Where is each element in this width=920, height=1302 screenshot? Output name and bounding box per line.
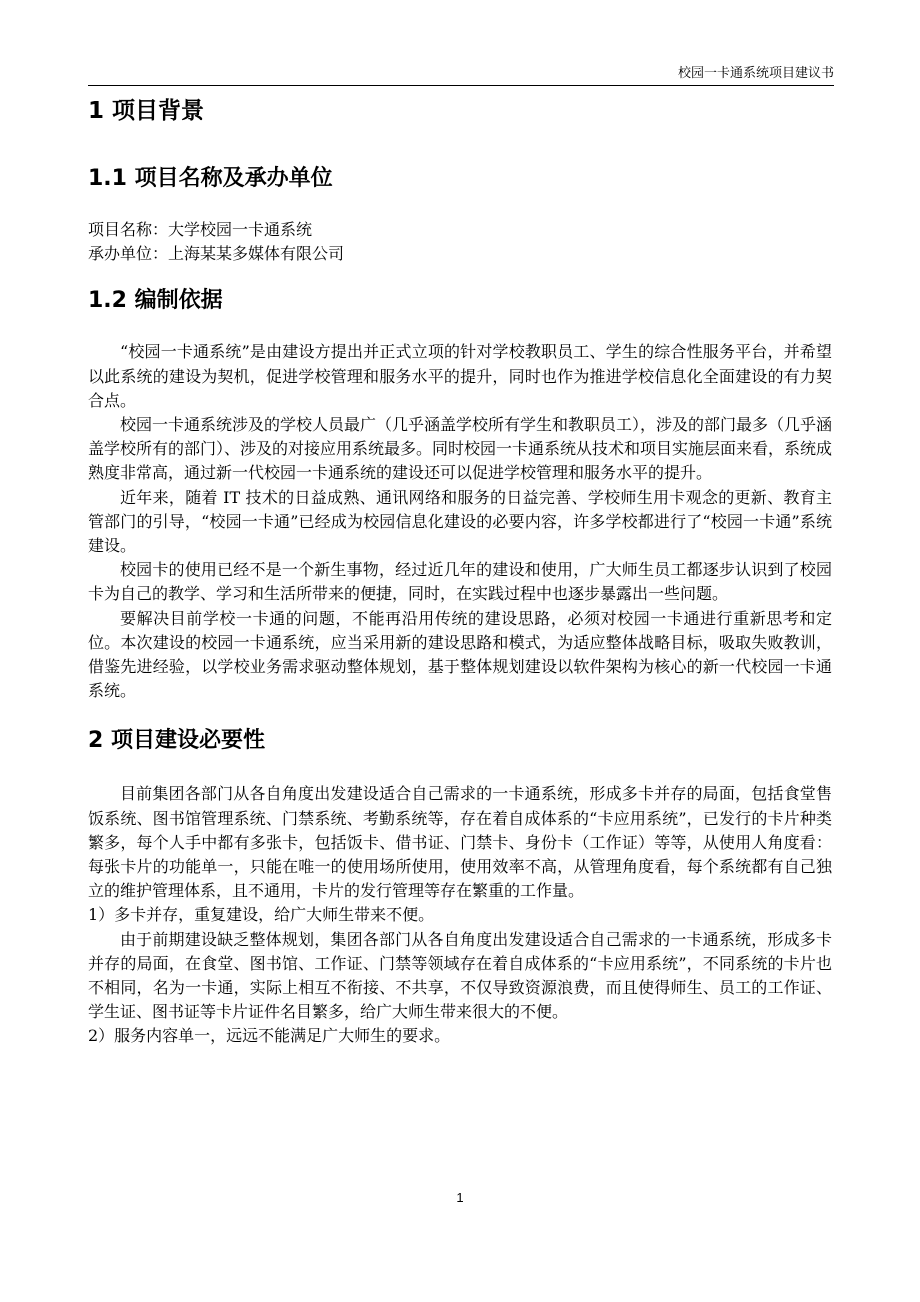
list-item: 2）服务内容单一，远远不能满足广大师生的要求。	[88, 1026, 451, 1046]
section-2-heading: 2 项目建设必要性	[88, 728, 265, 754]
paragraph: “校园一卡通系统”是由建设方提出并正式立项的针对学校教职员工、学生的综合性服务平台，并希望以此系统的建设为契机，促进学校管理和服务水平的提升，同时也作为推进学校信息化全面建设的有力契合点。	[88, 342, 832, 410]
paragraph: 由于前期建设缺乏整体规划，集团各部门从各自角度出发建设适合自己需求的一卡通系统，形成多卡并存的局面，在食堂、图书馆、工作证、门禁等领域存在着自成体系的“卡应用系统”，不同系统的卡片也不相同，名为一卡通，实际上相互不衔接、不共享，不仅导致资源浪费，而且使得师生、员工的工作证、学生证、图书证等卡片证件名目繁多，给广大师生带来很大的不便。	[88, 929, 832, 1022]
paragraph: 校园一卡通系统涉及的学校人员最广（几乎涵盖学校所有学生和教职员工），涉及的部门最多（几乎涵盖学校所有的部门）、涉及的对接应用系统最多。同时校园一卡通系统从技术和项目实施层面来看，系统成熟度非常高，通过新一代校园一卡通系统的建设还可以促进学校管理和服务水平的提升。	[88, 415, 833, 483]
page-number: 1	[456, 1190, 464, 1205]
section-1-2-body	[88, 340, 832, 703]
section-1-2-heading: 1.2 编制依据	[88, 288, 223, 314]
running-header: 校园一卡通系统项目建议书	[677, 66, 834, 81]
paragraph: 要解决目前学校一卡通的问题，不能再沿用传统的建设思路，必须对校园一卡通进行重新思考和定位。本次建设的校园一卡通系统，应当采用新的建设思路和模式，为适应整体战略目标，吸取失败教训，借鉴先进经验，以学校业务需求驱动整体规划，基于整体规划建设以软件架构为核心的新一代校园一卡通系统。	[88, 608, 832, 701]
paragraph: 目前集团各部门从各自角度出发建设适合自己需求的一卡通系统，形成多卡并存的局面，包括食堂售饭系统、图书馆管理系统、门禁系统、考勤系统等，存在着自成体系的“卡应用系统”，已发行的卡片种类繁多，每个人手中都有多张卡，包括饭卡、借书证、门禁卡、身份卡（工作证）等等，从使用人角度看：每张卡片的功能单一，只能在唯一的使用场所使用，使用效率不高，从管理角度看，每个系统都有自己独立的维护管理体系，且不通用，卡片的发行管理等存在繁重的工作量。	[88, 784, 832, 901]
section-1-heading: 1 项目背景	[88, 98, 205, 124]
section-1-1-heading: 1.1 项目名称及承办单位	[88, 166, 333, 191]
contractor-line: 承办单位：上海某某多媒体有限公司	[88, 244, 345, 264]
header-divider	[88, 85, 834, 86]
project-name-line: 项目名称：大学校园一卡通系统	[88, 220, 313, 239]
paragraph: 校园卡的使用已经不是一个新生事物，经过近几年的建设和使用，广大师生员工都逐步认识到了校园卡为自己的教学、学习和生活所带来的便捷，同时，在实践过程中也逐步暴露出一些问题。	[88, 560, 832, 604]
paragraph: 近年来，随着 IT 技术的日益成熟、通讯网络和服务的日益完善、学校师生用卡观念的更新、教育主管部门的引导，“校园一卡通”已经成为校园信息化建设的必要内容，许多学校都进行了“校园一卡通”系统建设。	[88, 487, 832, 556]
list-item: 1）多卡并存，重复建设，给广大师生带来不便。	[88, 905, 435, 925]
document-body	[88, 96, 832, 1049]
project-info	[88, 218, 832, 266]
section-2-body	[88, 782, 832, 1048]
